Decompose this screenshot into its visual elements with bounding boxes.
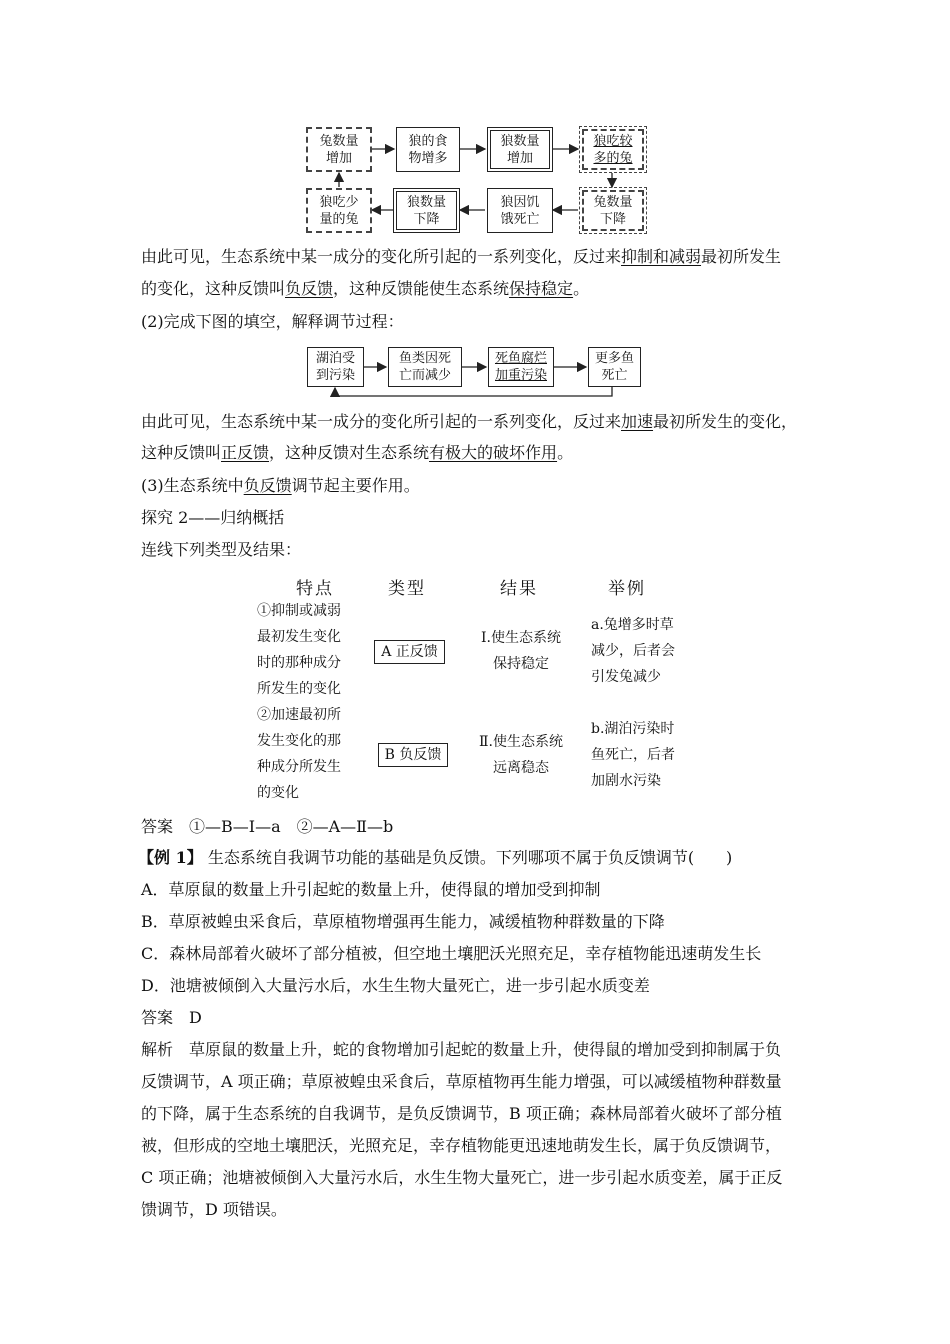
question-3 — [141, 474, 420, 498]
blank-answer: 有极大的破坏作用 — [429, 443, 558, 462]
text: 生态系统自我调节功能的基础是负反馈。下列哪项不属于负反馈调节( ) — [207, 848, 733, 867]
text: 这种反馈叫 — [141, 443, 222, 462]
wolf-eats-less-box: 狼吃少 量的兔 — [306, 188, 372, 233]
wolf-eats-more-box: 狼吃较 多的兔 — [582, 129, 644, 170]
text: ，这种反馈能使生态系统 — [333, 279, 510, 298]
explore-heading: 探究 2——归纳概括 — [141, 508, 285, 527]
analysis-line: 馈调节，D 项错误。 — [141, 1200, 287, 1219]
para2-line1 — [141, 410, 797, 434]
analysis-line: 解析 草原鼠的数量上升，蛇的食物增加引起蛇的数量上升，使得鼠的增加受到抑制属于负 — [141, 1040, 782, 1059]
dead-fish-rot-box: 死鱼腐烂 加重污染 — [488, 347, 554, 387]
example-b: b.湖泊污染时 鱼死亡，后者 加剧水污染 — [591, 721, 675, 789]
header-example: 举例 — [608, 579, 646, 599]
analysis-line: 反馈调节，A 项正确；草原被蝗虫采食后，草原植物再生能力增强，可以减缓植物种群数量 — [141, 1072, 782, 1091]
wolf-starve-box: 狼因饥 饿死亡 — [487, 188, 553, 233]
text: 最初所发生的变化， — [653, 412, 798, 431]
header-feature: 特点 — [296, 579, 334, 599]
option-c: C．森林局部着火破坏了部分植被，但空地土壤肥沃光照充足，幸存植物能迅速萌发生长 — [141, 944, 762, 963]
para1-line2 — [141, 277, 589, 301]
blank-answer: 负反馈 — [285, 279, 334, 298]
answer-1: 答案 ①—B—Ⅰ—a ②—A—Ⅱ—b — [141, 817, 394, 836]
text: 调节起主要作用。 — [291, 476, 420, 495]
result-2: Ⅱ.使生态系统 远离稳态 — [479, 734, 563, 776]
lake-polluted-box: 湖泊受 到污染 — [307, 347, 364, 387]
text: 。 — [557, 443, 574, 462]
example-tag: 【例 1】 — [138, 848, 203, 867]
blank-answer: 抑制和减弱 — [621, 247, 702, 266]
analysis-line: C 项正确；池塘被倾倒入大量污水后，水生生物大量死亡，进一步引起水质变差，属于正反 — [141, 1168, 783, 1187]
feature-2: ②加速最初所 发生变化的那 种成分所发生 的变化 — [257, 707, 341, 801]
text: 。 — [573, 279, 590, 298]
example-a: a.兔增多时草 减少，后者会 引发兔减少 — [591, 617, 675, 685]
para1-line1 — [141, 245, 781, 269]
type-a-positive-feedback: A 正反馈 — [374, 640, 445, 664]
more-fish-die-box: 更多鱼 死亡 — [588, 347, 641, 387]
type-b-negative-feedback: B 负反馈 — [378, 743, 448, 767]
text: (3)生态系统中 — [141, 476, 244, 495]
analysis-line: 的下降，属于生态系统的自我调节，是负反馈调节，B 项正确；森林局部着火破坏了部分植 — [141, 1104, 782, 1123]
wolf-increase-box: 狼数量 增加 — [487, 127, 553, 172]
option-a: A．草原鼠的数量上升引起蛇的数量上升，使得鼠的增加受到抑制 — [141, 880, 601, 899]
diagram2-arrows — [0, 330, 950, 410]
blank-answer: 加速 — [621, 412, 654, 431]
text: 由此可见，生态系统中某一成分的变化所引起的一系列变化，反过来 — [141, 412, 622, 431]
answer-2: 答案 D — [141, 1008, 202, 1027]
result-1: Ⅰ.使生态系统 保持稳定 — [481, 630, 561, 672]
option-b: B．草原被蝗虫采食后，草原植物增强再生能力，减缓植物种群数量的下降 — [141, 912, 665, 931]
text: 的变化，这种反馈叫 — [141, 279, 286, 298]
para2-line2 — [141, 441, 573, 465]
feature-1: ①抑制或减弱 最初发生变化 时的那种成分 所发生的变化 — [257, 603, 341, 697]
wolf-decrease-box: 狼数量 下降 — [393, 188, 460, 233]
blank-answer: 负反馈 — [243, 476, 292, 495]
connect-instruction: 连线下列类型及结果： — [141, 540, 302, 559]
option-d: D．池塘被倾倒入大量污水后，水生生物大量死亡，进一步引起水质变差 — [141, 976, 650, 995]
rabbit-increase-box: 兔数量 增加 — [306, 127, 372, 172]
text: 最初所发生 — [701, 247, 782, 266]
header-result: 结果 — [500, 579, 538, 599]
fish-decrease-box: 鱼类因死 亡而减少 — [388, 347, 462, 387]
text: 由此可见，生态系统中某一成分的变化所引起的一系列变化，反过来 — [141, 247, 622, 266]
rabbit-decrease-box: 兔数量 下降 — [582, 190, 644, 231]
text: ，这种反馈对生态系统 — [269, 443, 430, 462]
analysis-line: 被，但形成的空地土壤肥沃，光照充足，幸存植物能更迅速地萌发生长，属于负反馈调节， — [141, 1136, 782, 1155]
blank-answer: 正反馈 — [221, 443, 270, 462]
question-2: (2)完成下图的填空，解释调节过程： — [141, 312, 404, 331]
header-type: 类型 — [388, 579, 426, 599]
example-stem — [138, 846, 732, 870]
blank-answer: 保持稳定 — [509, 279, 574, 298]
diagram1-arrows — [0, 0, 950, 240]
wolf-food-increase-box: 狼的食 物增多 — [396, 127, 460, 172]
